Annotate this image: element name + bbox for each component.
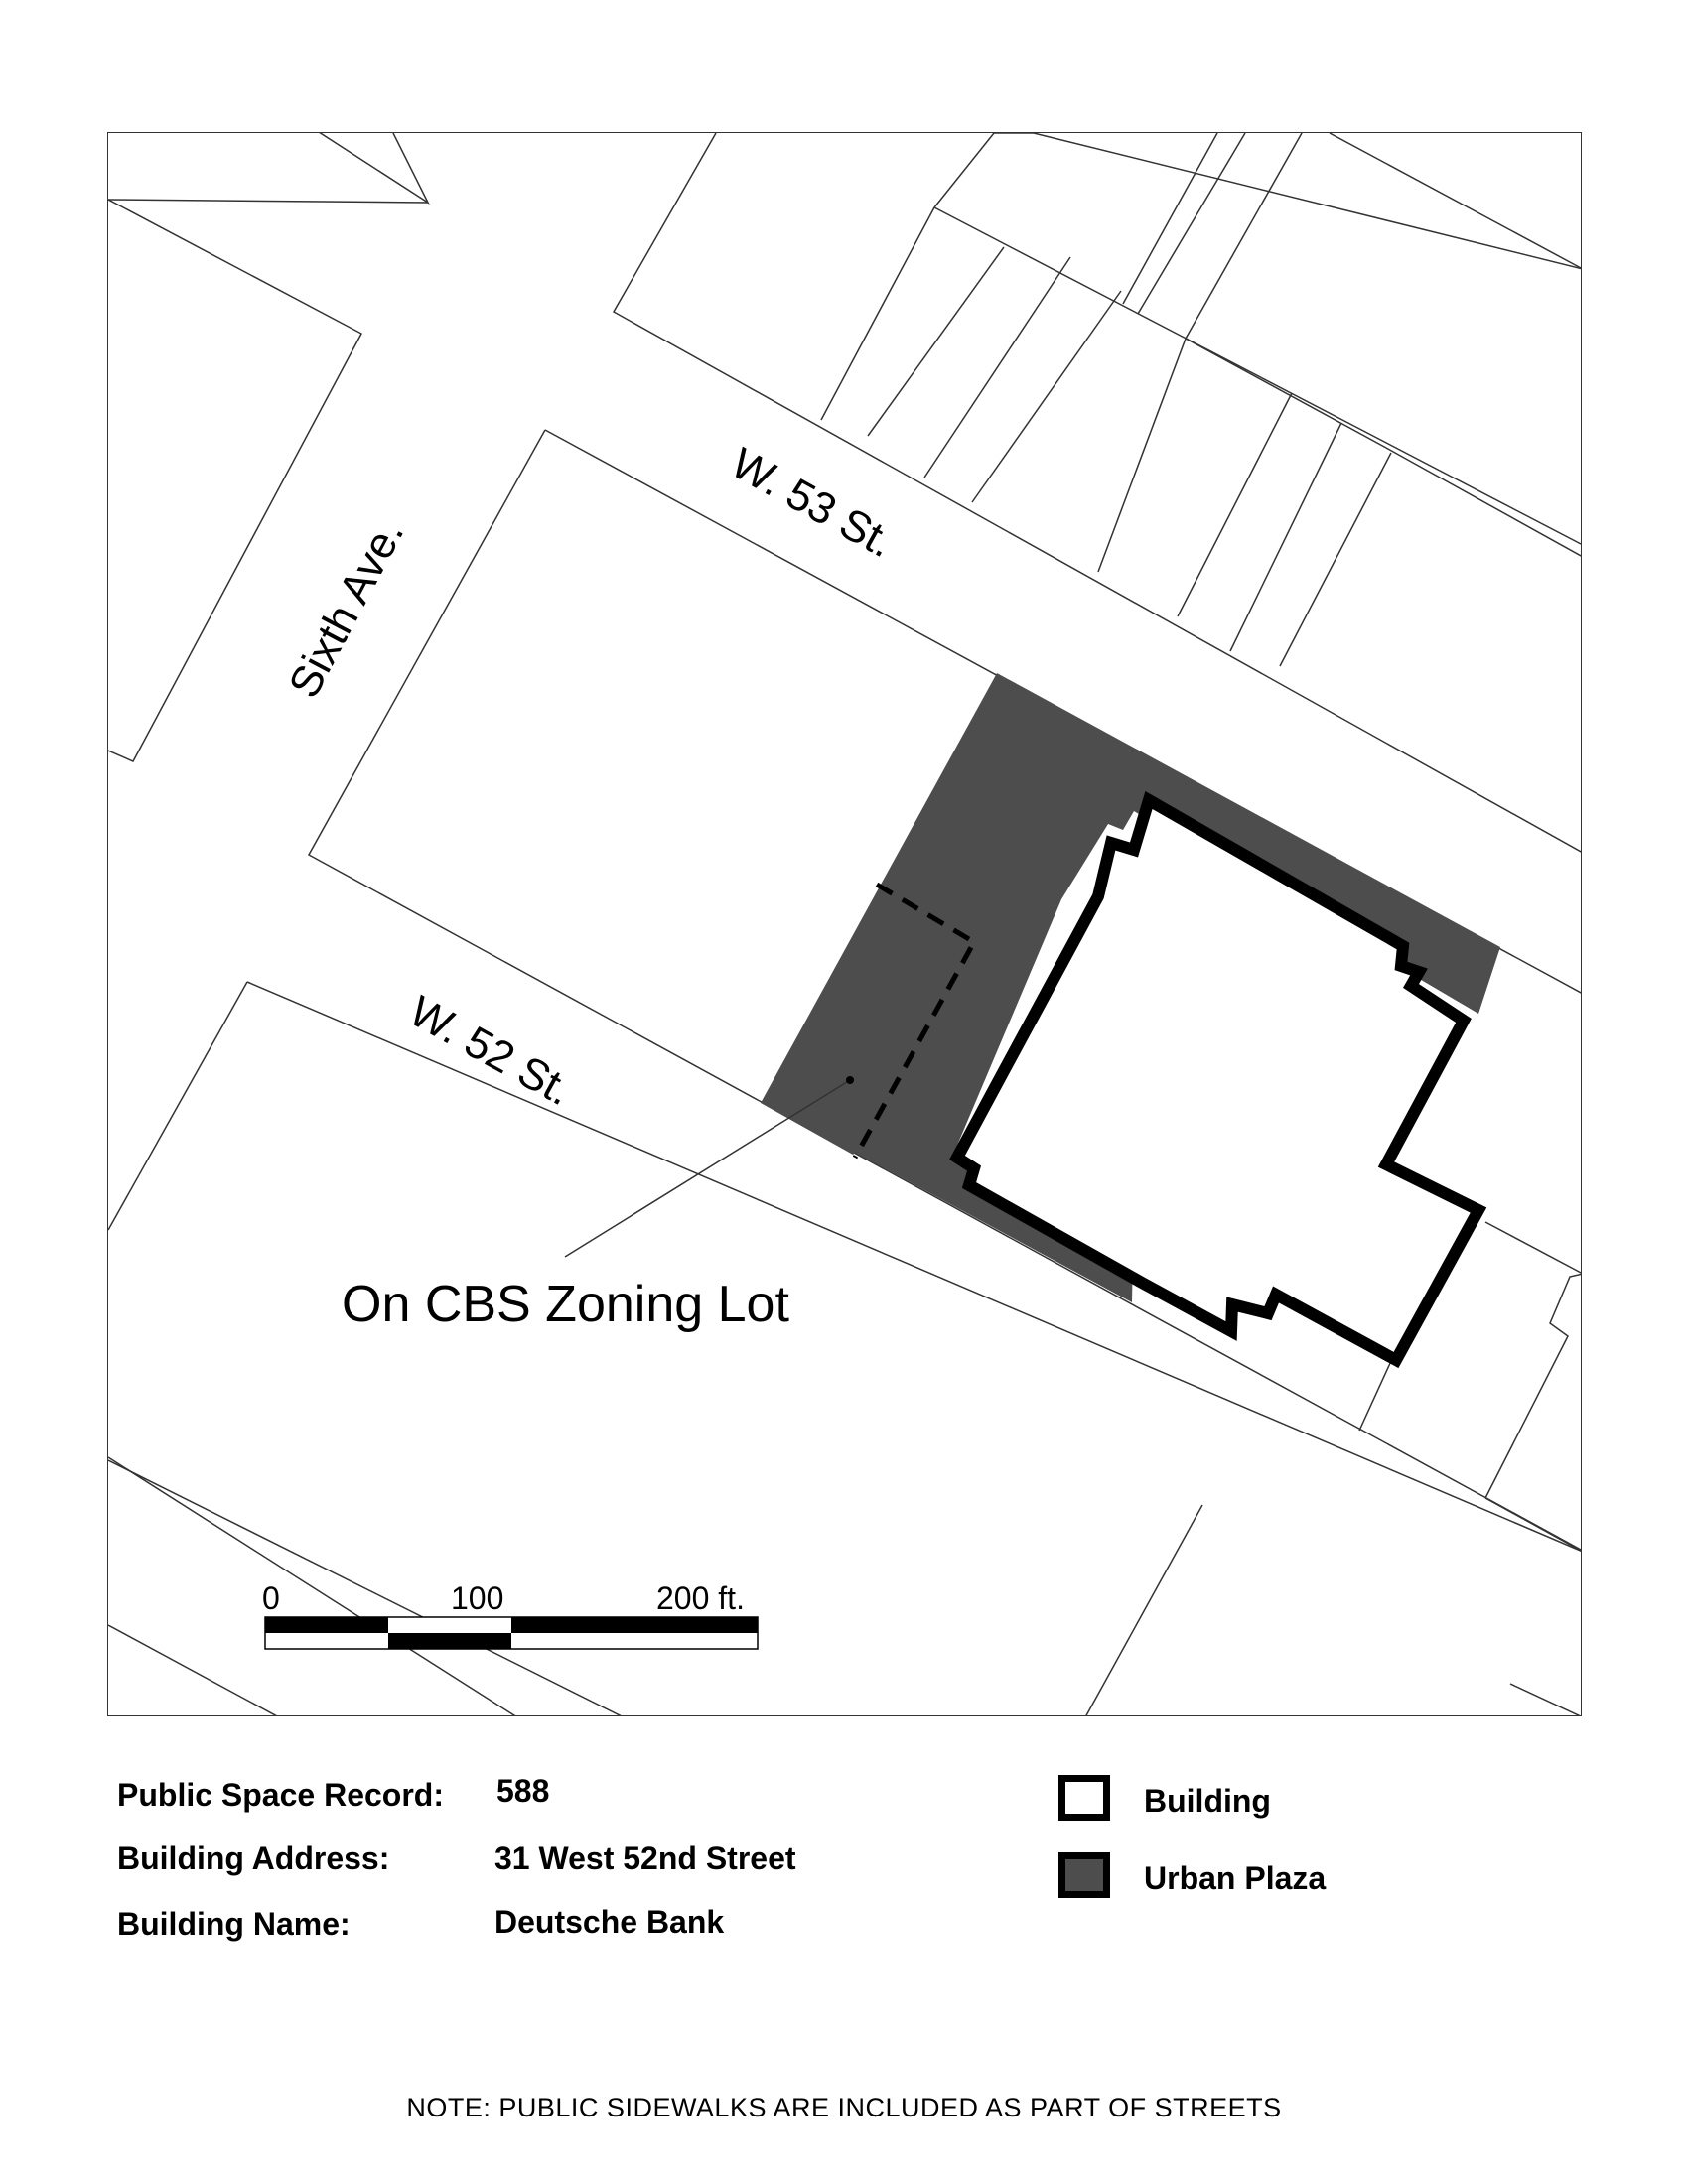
lot-line [1280,453,1391,666]
street-label-w52: W. 52 St. [401,986,581,1116]
lot-line [934,133,994,207]
lot-line [1330,133,1582,269]
lot-line [1485,1498,1582,1552]
lot-line [1386,448,1582,557]
lot-line [108,1625,279,1716]
public-space-record-value: 588 [496,1773,550,1809]
scale-bar-segment [265,1617,388,1633]
lot-line [934,207,1582,545]
lot-line [108,200,428,203]
lot-line [1359,1361,1391,1431]
lot-line [1186,133,1302,339]
lot-line [1085,1505,1202,1716]
zoning-lot-annotation: On CBS Zoning Lot [342,1276,789,1333]
lot-line [1138,133,1245,314]
legend-building-label: Building [1144,1783,1271,1819]
annotation-leader-line [565,1080,850,1257]
lot-line [108,1460,1083,1716]
street-label-sixth-ave: Sixth Ave. [279,511,414,706]
building-address-label: Building Address: [117,1841,390,1876]
building-address-value: 31 West 52nd Street [494,1841,796,1876]
lot-line [1230,423,1341,651]
scale-bar [262,1580,758,1649]
lot-line [1098,339,1186,572]
lot-line [1485,1222,1582,1274]
legend-urban-plaza-swatch [1058,1852,1110,1898]
lot-line [108,982,247,1230]
scale-label-0: 0 [262,1580,280,1616]
public-space-record-label: Public Space Record: [117,1777,444,1813]
building-name-value: Deutsche Bank [494,1904,725,1940]
lot-line [1034,133,1582,269]
lot-line [1510,1684,1582,1716]
scale-label-100: 100 [451,1580,504,1616]
legend-urban-plaza-label: Urban Plaza [1144,1860,1327,1896]
lot-line [1178,393,1292,616]
scale-label-200: 200 ft. [656,1580,745,1616]
annotation-point [846,1076,854,1084]
lot-line [1186,339,1386,448]
lot-line [108,133,428,203]
street-label-w53: W. 53 St. [723,438,903,568]
sidewalk-note: NOTE: PUBLIC SIDEWALKS ARE INCLUDED AS PART OF STREETS [406,2093,1282,2122]
lot-line [972,291,1121,502]
scale-bar-segment [388,1633,511,1649]
map-frame [107,132,1582,1716]
building-name-label: Building Name: [117,1906,351,1942]
legend-building-swatch [1058,1775,1110,1821]
map-canvas [108,133,1582,1716]
lot-line [821,207,934,420]
lot-line [924,257,1070,478]
scale-bar-segment [511,1617,758,1633]
lot-line [1485,1274,1582,1498]
lot-line [868,247,1004,436]
